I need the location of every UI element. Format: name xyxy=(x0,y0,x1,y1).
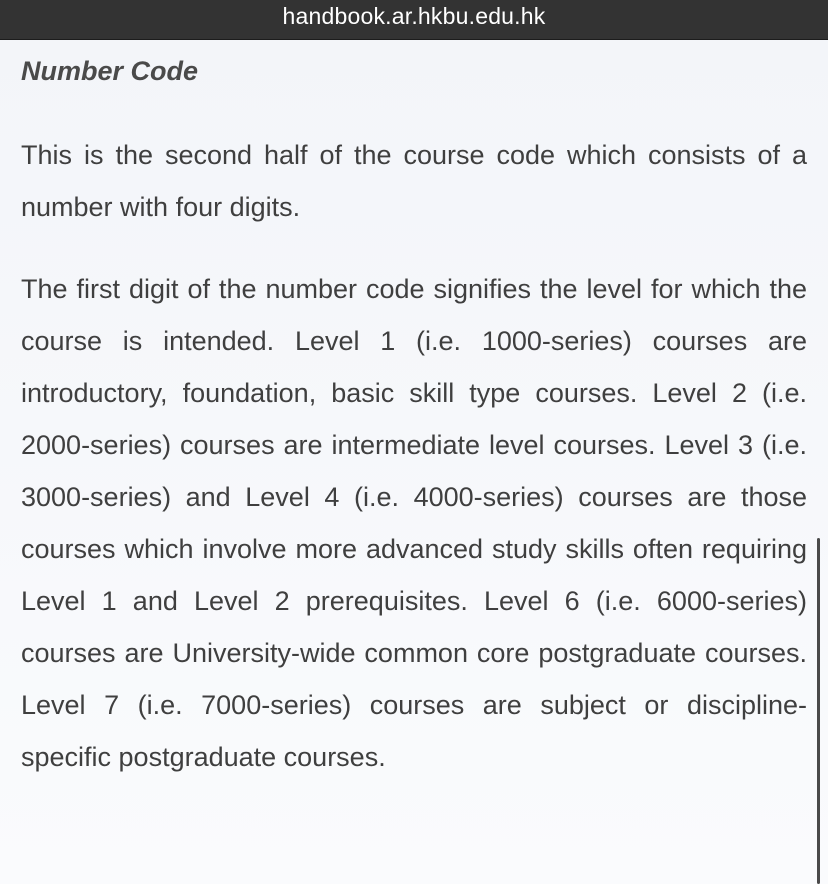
url-text[interactable]: handbook.ar.hkbu.edu.hk xyxy=(282,3,546,29)
page-content xyxy=(0,40,828,884)
scrollbar-indicator[interactable] xyxy=(817,538,820,884)
paragraph-intro: This is the second half of the course code which consists of a number with four digits. xyxy=(21,140,807,222)
section-heading: Number Code xyxy=(21,56,199,86)
address-bar[interactable] xyxy=(0,0,828,40)
paragraph-levels: The first digit of the number code signifies the level for which the course is intended. Level 1 (i.e. 1000-series) courses are introductory, foundation, basic skill type courses. Level 2 (i.e. 2000-series) courses are intermediate level courses. Level 3 (i.e. 3000-series) and Level 4 (i.e. 4000-series) courses are those courses which involve more advanced study skills often requiring Level 1 and Level 2 prerequisites. Level 6 (i.e. 6000-series) courses are University-wide common core postgraduate courses. Level 7 (i.e. 7000-series) courses are subject or discipline-specific postgraduate courses. xyxy=(21,274,807,772)
